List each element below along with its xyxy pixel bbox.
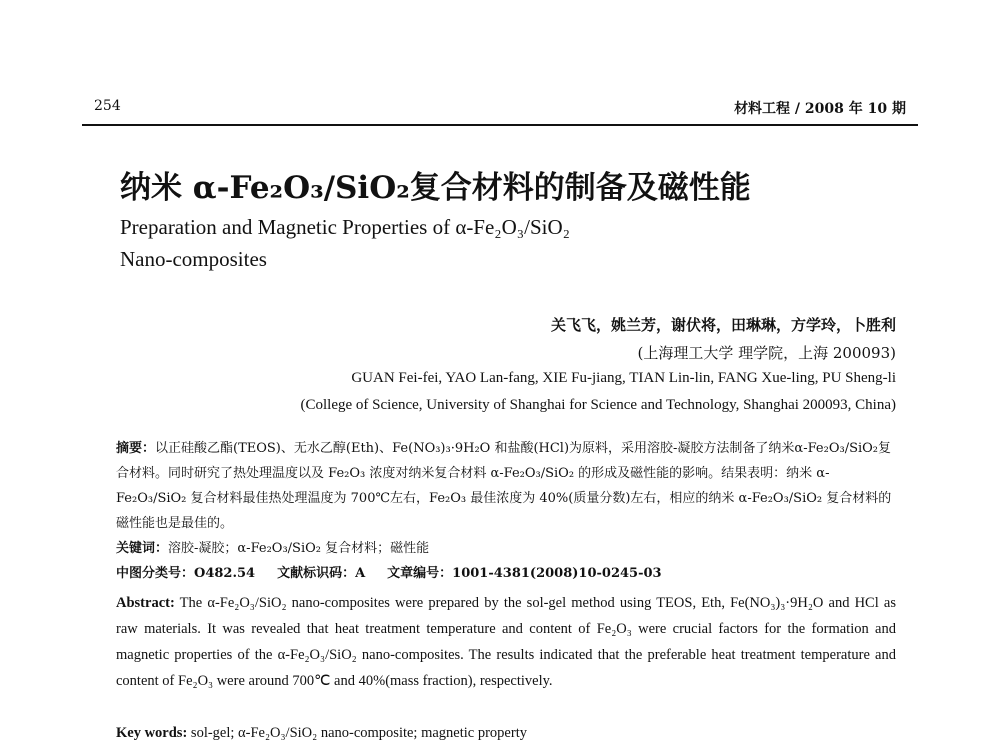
header-rule: [82, 124, 918, 126]
title-english: [120, 211, 880, 275]
keywords-chinese: [116, 536, 896, 561]
keywords-chinese-text: 溶胶-凝胶；α-Fe₂O₃/SiO₂ 复合材料；磁性能: [168, 541, 430, 556]
page-number: 254: [94, 98, 121, 114]
classification-line: [116, 561, 896, 586]
keywords-chinese-label: 关键词：: [116, 541, 169, 556]
document-code: 文献标识码：A: [277, 566, 366, 581]
title-english-line-2: Nano-composites: [120, 247, 267, 271]
abstract-chinese: [116, 436, 896, 536]
clc-number: 中图分类号：O482.54: [116, 566, 256, 581]
abstract-english-block: [116, 590, 896, 694]
affiliation-chinese: (上海理工大学 理学院，上海 200093): [637, 344, 896, 362]
affiliation-english: (College of Science, University of Shanghai for Science and Technology, Shanghai 200093, China): [300, 397, 896, 413]
authors-chinese: 关飞飞，姚兰芳，谢伏将，田琳琳，方学玲，卜胜利: [550, 316, 896, 334]
keywords-english-label: Key words:: [116, 725, 188, 741]
keywords-english-text: sol-gel; α-Fe₂O₃/SiO₂ nano-composite; magnetic property: [190, 725, 527, 741]
title-chinese: 纳米 α-Fe₂O₃/SiO₂复合材料的制备及磁性能: [120, 170, 751, 206]
abstract-english-text: The α-Fe₂O₃/SiO₂ nano-composites were prepared by the sol-gel method using TEOS, Eth, Fe(NO₃)₃·9H₂O and HCl as raw materials. It was revealed that heat treatment temperature and content of Fe₂O₃ were crucial factors for the formation and magnetic properties of the α-Fe₂O₃/SiO₂ nano-composites. The results indicated that the preferable heat treatment temperature and content of Fe₂O₃ were around 700℃ and 40%(mass fraction), respectively.: [116, 595, 896, 689]
article-number: 文章编号：1001-4381(2008)10-0245-03: [387, 566, 662, 581]
running-header: 材料工程 / 2008 年 10 期: [734, 101, 906, 117]
abstract-chinese-block: [116, 436, 896, 586]
abstract-chinese-label: 摘要：: [116, 441, 156, 456]
abstract-chinese-text: 以正硅酸乙酯(TEOS)、无水乙醇(Eth)、Fe(NO₃)₃·9H₂O 和盐酸(HCl)为原料，采用溶胶-凝胶方法制备了纳米α-Fe₂O₃/SiO₂复合材料。同时研究了热处理温度以及 Fe₂O₃ 浓度对纳米复合材料 α-Fe₂O₃/SiO₂ 的形成及磁性能的影响。结果表明：纳米 α-Fe₂O₃/SiO₂ 复合材料最佳热处理温度为 700℃左右，Fe₂O₃ 最佳浓度为 40%(质量分数)左右，相应的纳米 α-Fe₂O₃/SiO₂ 复合材料的磁性能也是最佳的。: [116, 441, 892, 531]
authors-english: GUAN Fei-fei, YAO Lan-fang, XIE Fu-jiang, TIAN Lin-lin, FANG Xue-ling, PU Sheng-li: [351, 370, 896, 386]
abstract-english-label: Abstract:: [116, 595, 175, 611]
title-english-line-1: Preparation and Magnetic Properties of α-Fe₂O₃/SiO₂: [120, 215, 570, 239]
abstract-english: [116, 590, 896, 694]
keywords-english: [116, 720, 896, 746]
